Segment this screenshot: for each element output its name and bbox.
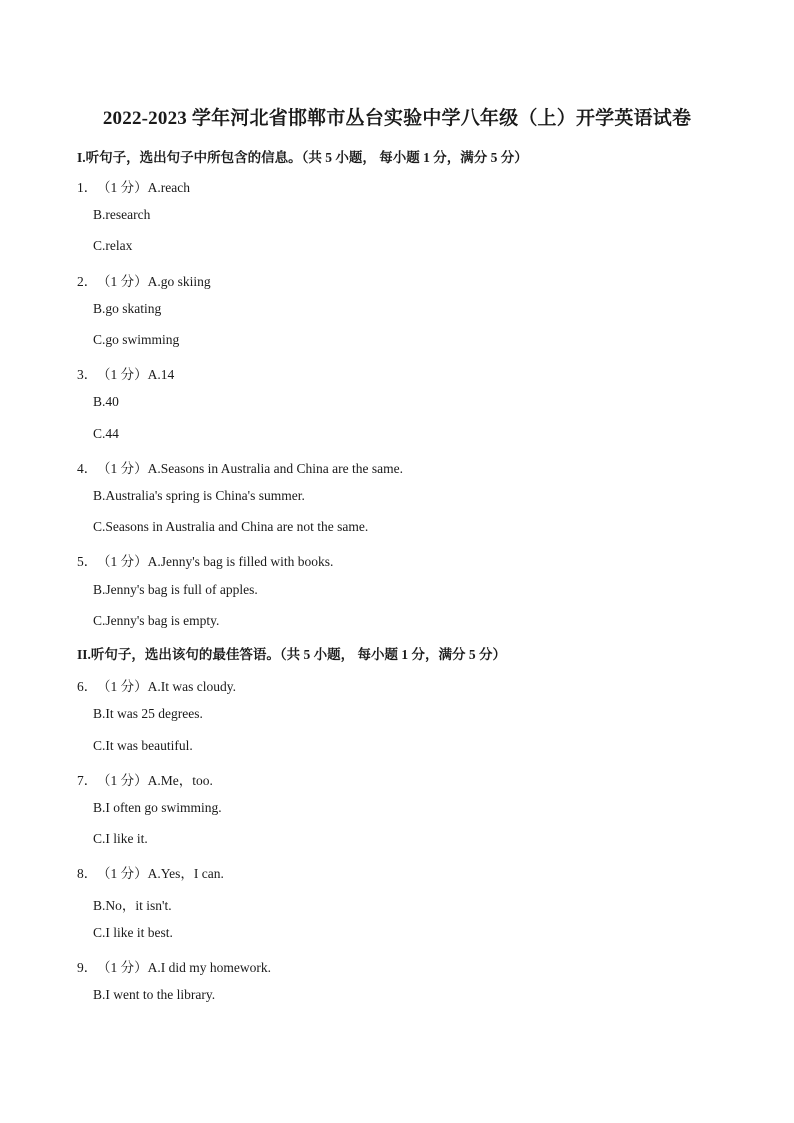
option-b: B.research — [93, 207, 151, 222]
option-c: C.go swimming — [93, 332, 180, 347]
option-c: C.Seasons in Australia and China are not the same. — [93, 519, 369, 534]
option-c: C.I like it. — [93, 831, 148, 846]
option-b: B.It was 25 degrees. — [93, 706, 203, 721]
question-score: （1 分） — [97, 773, 148, 788]
option-a: A.I did my homework. — [147, 960, 271, 975]
option-a: A.Me，too. — [147, 773, 213, 788]
question-2 — [77, 270, 211, 290]
option-a: A.14 — [147, 367, 175, 382]
question-3 — [77, 363, 174, 383]
question-score: （1 分） — [97, 367, 148, 382]
option-b: B.I often go swimming. — [93, 800, 222, 815]
question-8 — [77, 862, 224, 882]
section-heading-2: II.听句子，选出该句的最佳答语。（共 5 小题， 每小题 1 分，满分 5 分） — [77, 647, 507, 662]
option-a: A.go skiing — [147, 274, 211, 289]
option-a: A.Jenny's bag is filled with books. — [147, 554, 334, 569]
option-b: B.40 — [93, 394, 119, 409]
option-a: A.It was cloudy. — [147, 679, 236, 694]
option-b: B.I went to the library. — [93, 987, 216, 1002]
section-heading-1: I.听句子，选出句子中所包含的信息。（共 5 小题， 每小题 1 分，满分 5 分） — [77, 150, 528, 165]
question-score: （1 分） — [97, 461, 148, 476]
question-7 — [77, 769, 213, 789]
option-c: C.relax — [93, 238, 133, 253]
question-number: 8． — [77, 866, 98, 881]
option-b: B.go skating — [93, 301, 162, 316]
option-c: C.It was beautiful. — [93, 738, 193, 753]
option-a: A.Yes，I can. — [147, 866, 224, 881]
option-a: A.reach — [147, 180, 190, 195]
question-5 — [77, 550, 333, 570]
question-number: 7． — [77, 773, 98, 788]
question-number: 4． — [77, 461, 98, 476]
option-b: B.No，it isn't. — [93, 898, 172, 913]
question-6 — [77, 675, 236, 695]
option-b: B.Jenny's bag is full of apples. — [93, 582, 258, 597]
question-score: （1 分） — [97, 274, 148, 289]
question-1 — [77, 176, 190, 196]
question-score: （1 分） — [97, 180, 148, 195]
option-b: B.Australia's spring is China's summer. — [93, 488, 305, 503]
question-4 — [77, 457, 403, 477]
question-score: （1 分） — [97, 960, 148, 975]
question-number: 9． — [77, 960, 98, 975]
question-number: 2． — [77, 274, 98, 289]
question-score: （1 分） — [97, 679, 148, 694]
question-number: 1． — [77, 180, 98, 195]
option-c: C.I like it best. — [93, 925, 173, 940]
question-9 — [77, 956, 271, 976]
question-number: 3． — [77, 367, 98, 382]
option-a: A.Seasons in Australia and China are the same. — [147, 461, 403, 476]
question-number: 5． — [77, 554, 98, 569]
exam-title: 2022-2023 学年河北省邯郸市丛台实验中学八年级（上）开学英语试卷 — [102, 108, 692, 129]
option-c: C.44 — [93, 426, 119, 441]
question-score: （1 分） — [97, 866, 148, 881]
question-score: （1 分） — [97, 554, 148, 569]
question-number: 6． — [77, 679, 98, 694]
option-c: C.Jenny's bag is empty. — [93, 613, 220, 628]
